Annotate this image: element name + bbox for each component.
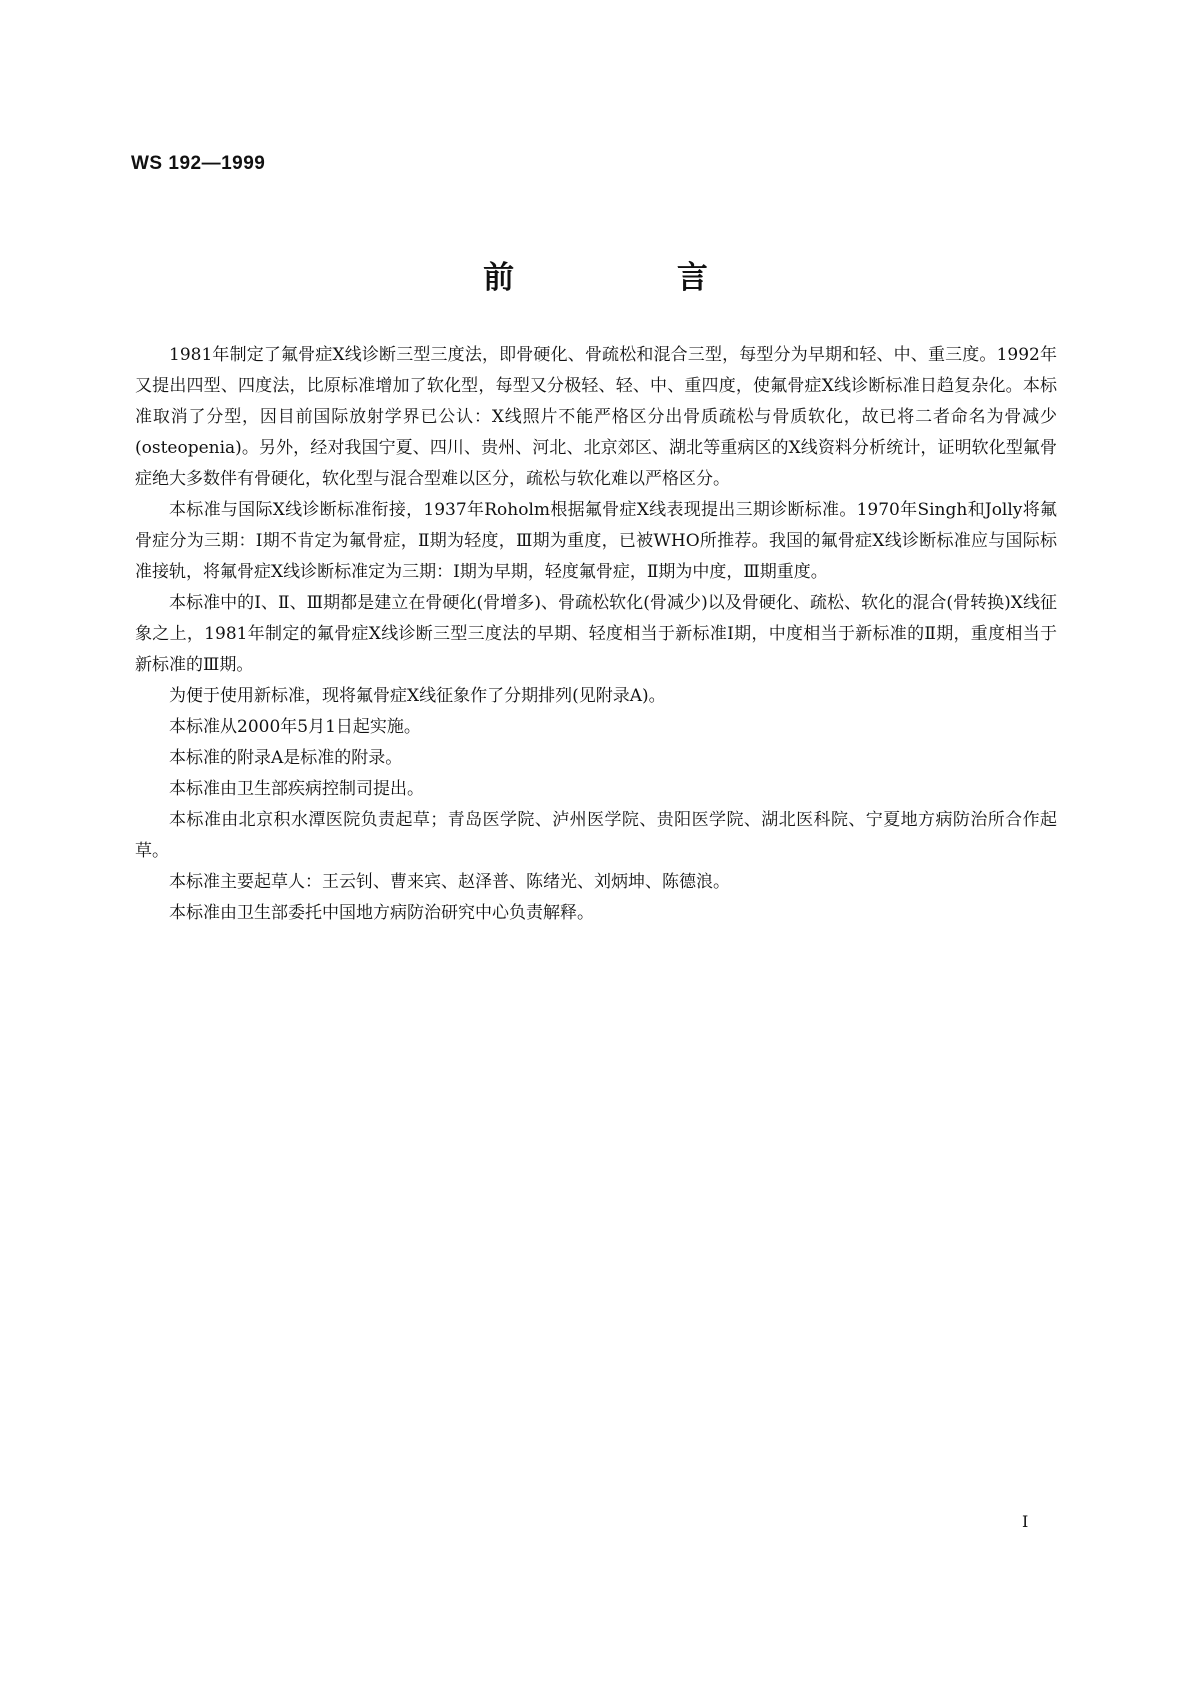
paragraph-1: 1981年制定了氟骨症X线诊断三型三度法，即骨硬化、骨疏松和混合三型，每型分为早期和轻、中、重三度。1992年又提出四型、四度法，比原标准增加了软化型，每型又分极轻、轻、中、重四度，使氟骨症X线诊断标准日趋复杂化。本标准取消了分型，因目前国际放射学界已公认：X线照片不能严格区分出骨质疏松与骨质软化，故已将二者命名为骨减少(osteopenia)。另外，经对我国宁夏、四川、贵州、河北、北京郊区、湖北等重病区的X线资料分析统计，证明软化型氟骨症绝大多数伴有骨硬化，软化型与混合型难以区分，疏松与软化难以严格区分。 [135, 345, 1057, 489]
standard-code: WS 192—1999 [131, 153, 266, 174]
page-number: Ⅰ [1022, 1512, 1029, 1531]
foreword-body [135, 340, 1057, 929]
paragraph-3: 本标准中的Ⅰ、Ⅱ、Ⅲ期都是建立在骨硬化(骨增多)、骨疏松软化(骨减少)以及骨硬化、疏松、软化的混合(骨转换)X线征象之上，1981年制定的氟骨症X线诊断三型三度法的早期、轻度相当于新标准Ⅰ期，中度相当于新标准的Ⅱ期，重度相当于新标准的Ⅲ期。 [135, 593, 1057, 675]
page-title: 前 言 [483, 260, 784, 296]
paragraph-10: 本标准由卫生部委托中国地方病防治研究中心负责解释。 [169, 903, 594, 923]
paragraph-6: 本标准的附录A是标准的附录。 [169, 748, 403, 768]
paragraph-2: 本标准与国际X线诊断标准衔接，1937年Roholm根据氟骨症X线表现提出三期诊断标准。1970年Singh和Jolly将氟骨症分为三期：Ⅰ期不肯定为氟骨症，Ⅱ期为轻度，Ⅲ期为重度，已被WHO所推荐。我国的氟骨症X线诊断标准应与国际标准接轨，将氟骨症X线诊断标准定为三期：Ⅰ期为早期，轻度氟骨症，Ⅱ期为中度，Ⅲ期重度。 [135, 500, 1057, 582]
paragraph-8: 本标准由北京积水潭医院负责起草；青岛医学院、泸州医学院、贵阳医学院、湖北医科院、宁夏地方病防治所合作起草。 [135, 810, 1057, 861]
paragraph-7: 本标准由卫生部疾病控制司提出。 [169, 779, 424, 799]
paragraph-5: 本标准从2000年5月1日起实施。 [169, 717, 421, 737]
paragraph-4: 为便于使用新标准，现将氟骨症X线征象作了分期排列(见附录A)。 [169, 686, 666, 706]
paragraph-9: 本标准主要起草人：王云钊、曹来宾、赵泽普、陈绪光、刘炳坤、陈德浪。 [169, 872, 730, 892]
